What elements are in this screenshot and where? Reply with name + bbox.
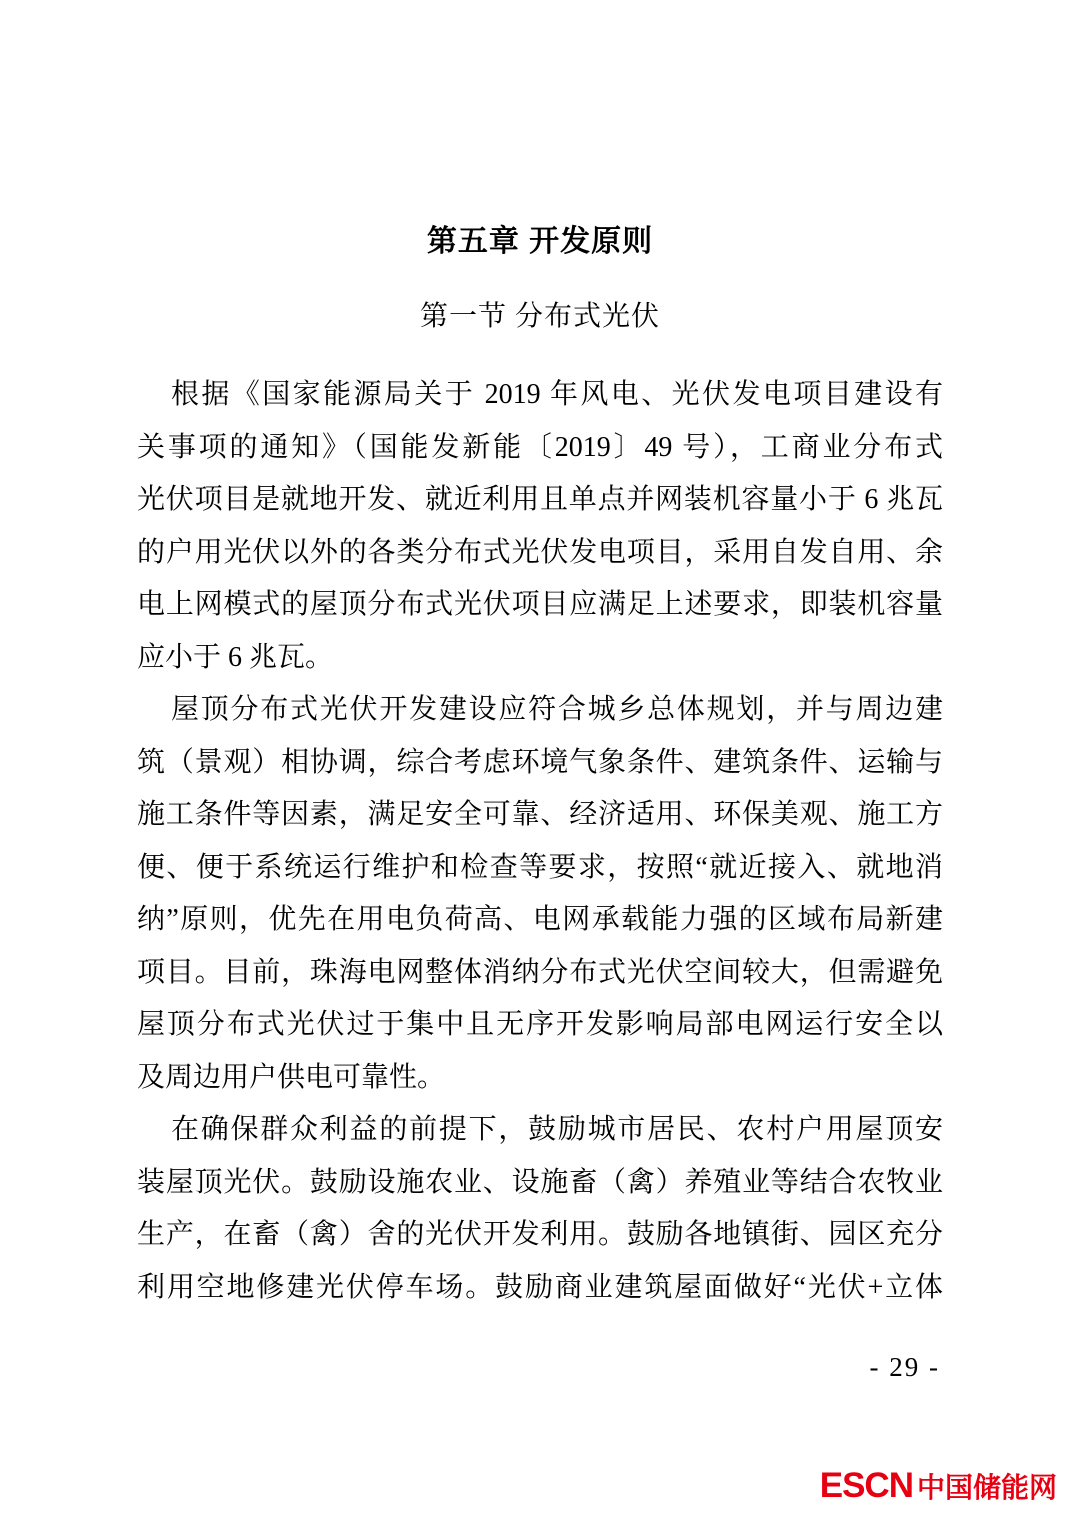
body-line: 屋顶分布式光伏过于集中且无序开发影响局部电网运行安全以	[137, 1009, 943, 1040]
escn-logo-cjk: 中国储能网	[916, 1472, 1057, 1503]
escn-logo-latin: ESCN	[819, 1466, 913, 1505]
body-line: 项目。目前，珠海电网整体消纳分布式光伏空间较大，但需避免	[137, 956, 943, 988]
body-line: 纳”原则，优先在用电负荷高、电网承载能力强的区域布局新建	[137, 904, 943, 935]
body-line: 在确保群众利益的前提下，鼓励城市居民、农村户用屋顶安	[171, 1114, 943, 1145]
chapter-title: 第五章 开发原则	[426, 225, 654, 258]
body-line: 关事项的通知》（国能发新能〔2019〕49 号），工商业分布式	[137, 431, 943, 463]
body-line: 筑（景观）相协调，综合考虑环境气象条件、建筑条件、运输与	[137, 746, 943, 778]
document-body	[137, 369, 943, 1314]
body-line: 屋顶分布式光伏开发建设应符合城乡总体规划，并与周边建	[171, 694, 943, 725]
paragraph	[137, 369, 943, 684]
paragraph	[137, 1104, 943, 1314]
body-line: 根据《国家能源局关于 2019 年风电、光伏发电项目建设有	[171, 379, 943, 410]
body-line: 及周边用户供电可靠性。	[137, 1061, 446, 1093]
body-line: 装屋顶光伏。鼓励设施农业、设施畜（禽）养殖业等结合农牧业	[137, 1166, 943, 1198]
body-line: 利用空地修建光伏停车场。鼓励商业建筑屋面做好“光伏+立体	[137, 1271, 943, 1303]
body-line: 应小于 6 兆瓦。	[137, 641, 334, 673]
page-number: - 29 -	[869, 1352, 940, 1382]
body-line: 电上网模式的屋顶分布式光伏项目应满足上述要求，即装机容量	[137, 589, 943, 620]
escn-logo	[820, 1466, 1057, 1513]
body-line: 便、便于系统运行维护和检查等要求，按照“就近接入、就地消	[137, 851, 943, 883]
body-line: 施工条件等因素，满足安全可靠、经济适用、环保美观、施工方	[137, 799, 943, 830]
paragraph	[137, 684, 943, 1104]
body-line: 的户用光伏以外的各类分布式光伏发电项目，采用自发自用、余	[137, 536, 943, 568]
section-title: 第一节 分布式光伏	[419, 301, 660, 332]
body-line: 生产，在畜（禽）舍的光伏开发利用。鼓励各地镇街、园区充分	[137, 1219, 943, 1250]
body-line: 光伏项目是就地开发、就近利用且单点并网装机容量小于 6 兆瓦	[137, 484, 943, 515]
